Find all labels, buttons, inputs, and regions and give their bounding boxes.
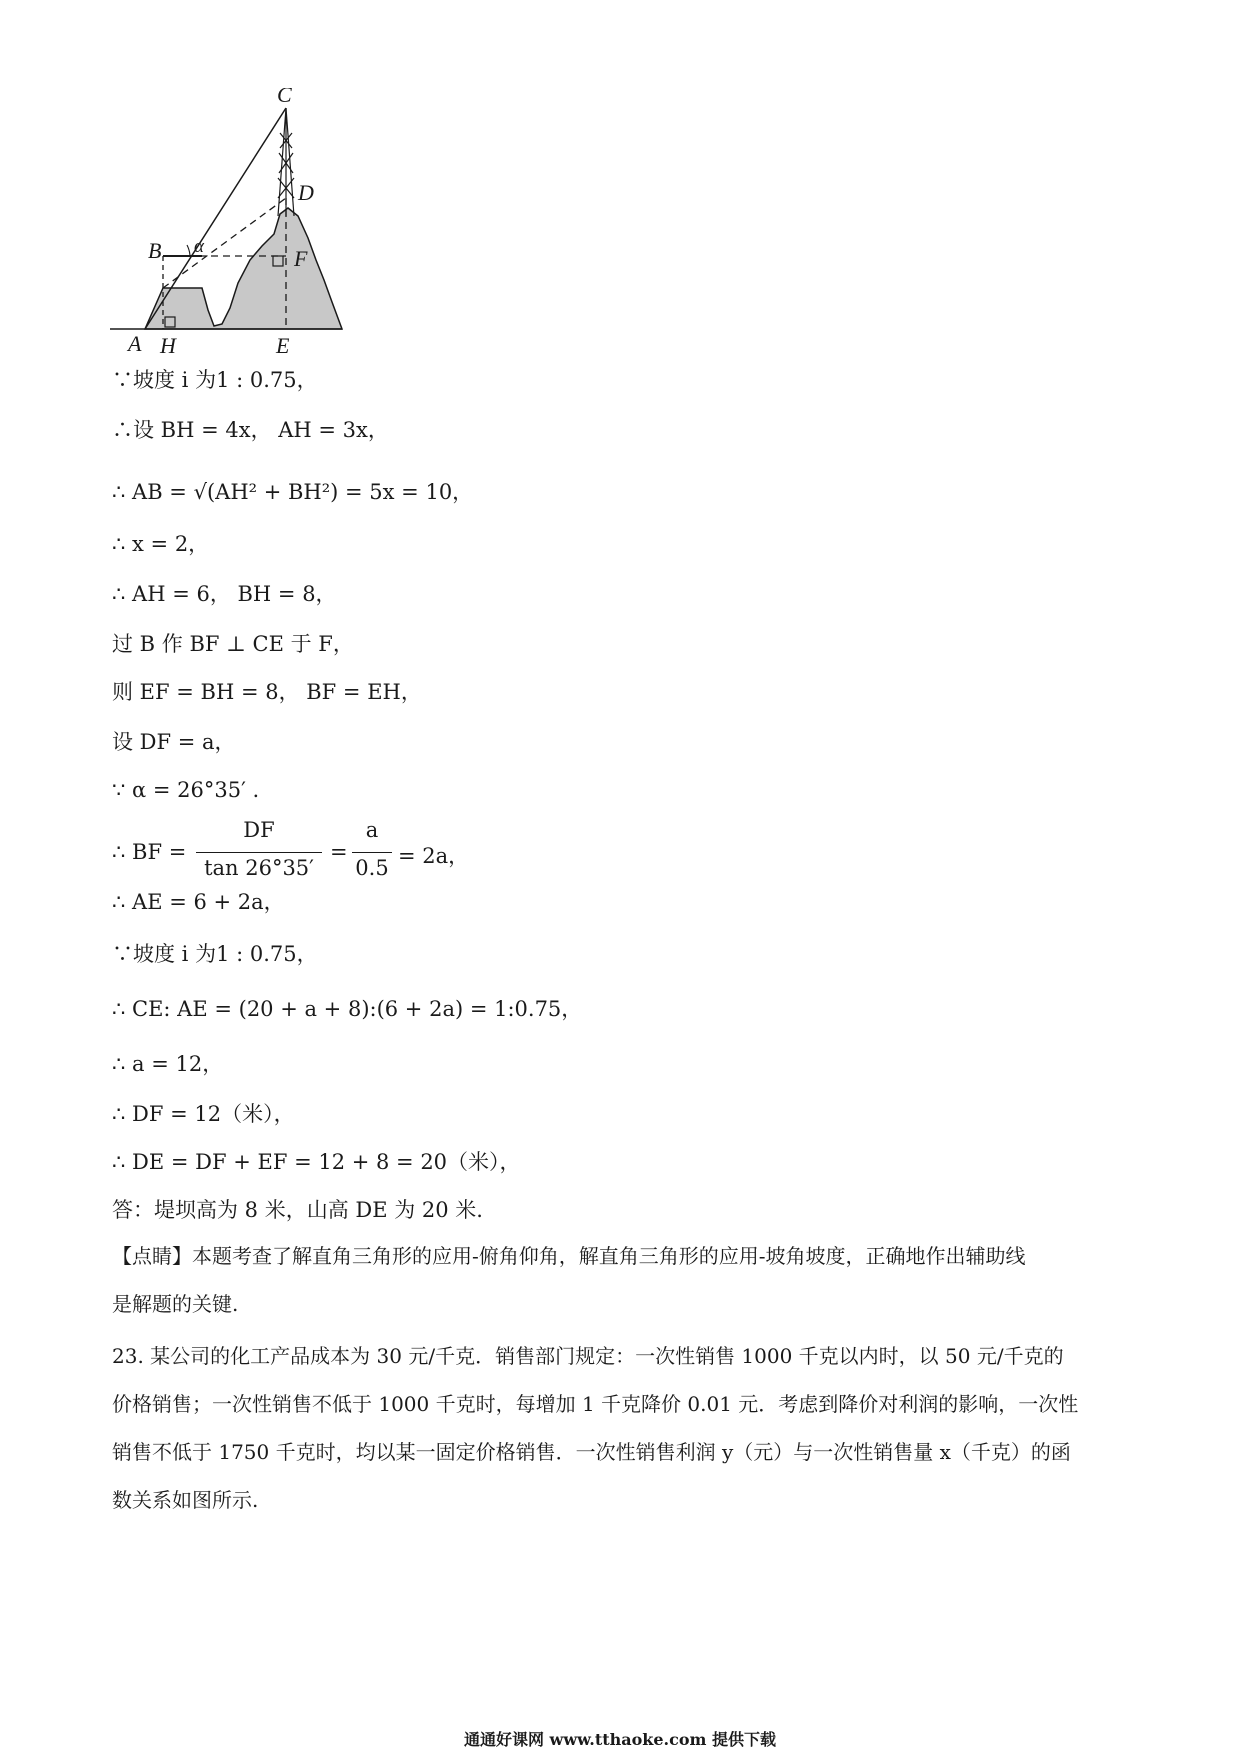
bf-denominator-1: tan 26°35′ xyxy=(204,856,314,880)
bf-formula xyxy=(112,818,470,888)
solution-line-2: ∴设 BH = 4x， AH = 3x， xyxy=(112,418,389,442)
comment-paragraph xyxy=(112,1232,1122,1328)
fraction-bar-2 xyxy=(352,852,392,853)
bf-rhs: = 2a， xyxy=(398,844,470,868)
solution-line-4: ∴ x = 2， xyxy=(112,532,210,556)
alpha-arc xyxy=(187,245,190,256)
label-B: B xyxy=(148,238,162,263)
solution-line-6: 过 B 作 BF ⊥ CE 于 F， xyxy=(112,632,354,656)
solution-line-8: 设 DF = a， xyxy=(112,730,236,754)
problem-23-line-4: 数关系如图所示. xyxy=(112,1488,259,1512)
label-alpha: α xyxy=(194,236,204,257)
solution-line-15: ∴ DE = DF + EF = 12 + 8 = 20（米）， xyxy=(112,1150,521,1174)
label-H: H xyxy=(160,333,176,358)
label-F: F xyxy=(294,246,308,271)
solution-line-14: ∴ DF = 12（米）， xyxy=(112,1102,295,1126)
solution-line-11: ∵坡度 i 为1 : 0.75， xyxy=(112,942,318,966)
bf-denominator-2: 0.5 xyxy=(355,856,389,880)
solution-line-12: ∴ CE: AE = (20 + a + 8):(6 + 2a) = 1:0.75， xyxy=(112,997,583,1021)
bf-lhs: ∴ BF = xyxy=(112,840,187,864)
solution-line-13: ∴ a = 12， xyxy=(112,1052,224,1076)
bf-eq: = xyxy=(330,840,348,864)
label-E: E xyxy=(276,333,290,358)
bf-numerator-2: a xyxy=(365,818,379,842)
comment-line-2: 是解题的关键. xyxy=(112,1292,239,1316)
solution-line-1: ∵坡度 i 为1 : 0.75， xyxy=(112,368,318,392)
label-C: C xyxy=(277,88,292,107)
solution-line-9: ∵ α = 26°35′ . xyxy=(112,778,260,802)
problem-23-line-3: 销售不低于 1750 千克时，均以某一固定价格销售．一次性销售利润 y（元）与一次性销售量 x（千克）的函 xyxy=(112,1440,1071,1464)
bf-numerator-1: DF xyxy=(243,818,275,842)
page-footer: 通通好课网 www.tthaoke.com 提供下载 xyxy=(463,1730,777,1749)
label-A: A xyxy=(128,331,142,356)
label-D: D xyxy=(298,180,314,205)
solution-line-5: ∴ AH = 6， BH = 8， xyxy=(112,582,337,606)
problem-23-line-2: 价格销售；一次性销售不低于 1000 千克时，每增加 1 千克降价 0.01 元．考虑到降价对利润的影响，一次性 xyxy=(112,1392,1079,1416)
solution-line-3: ∴ AB = √(AH² + BH²) = 5x = 10， xyxy=(112,480,474,504)
solution-line-10: ∴ AE = 6 + 2a， xyxy=(112,890,285,914)
geometry-figure xyxy=(110,88,390,358)
answer-line: 答：堤坝高为 8 米，山高 DE 为 20 米. xyxy=(112,1198,483,1222)
fraction-bar-1 xyxy=(196,852,322,853)
comment-line-1: 【点睛】本题考查了解直角三角形的应用-俯角仰角，解直角三角形的应用-坡角坡度，正确地作出辅助线 xyxy=(112,1244,1026,1268)
slope-tower-diagram xyxy=(110,88,390,358)
solution-line-7: 则 EF = BH = 8， BF = EH， xyxy=(112,680,422,704)
terrain-shape xyxy=(145,208,342,329)
problem-23 xyxy=(112,1332,1122,1524)
problem-23-line-1: 23. 某公司的化工产品成本为 30 元/千克．销售部门规定：一次性销售 1000 千克以内时，以 50 元/千克的 xyxy=(112,1344,1064,1368)
